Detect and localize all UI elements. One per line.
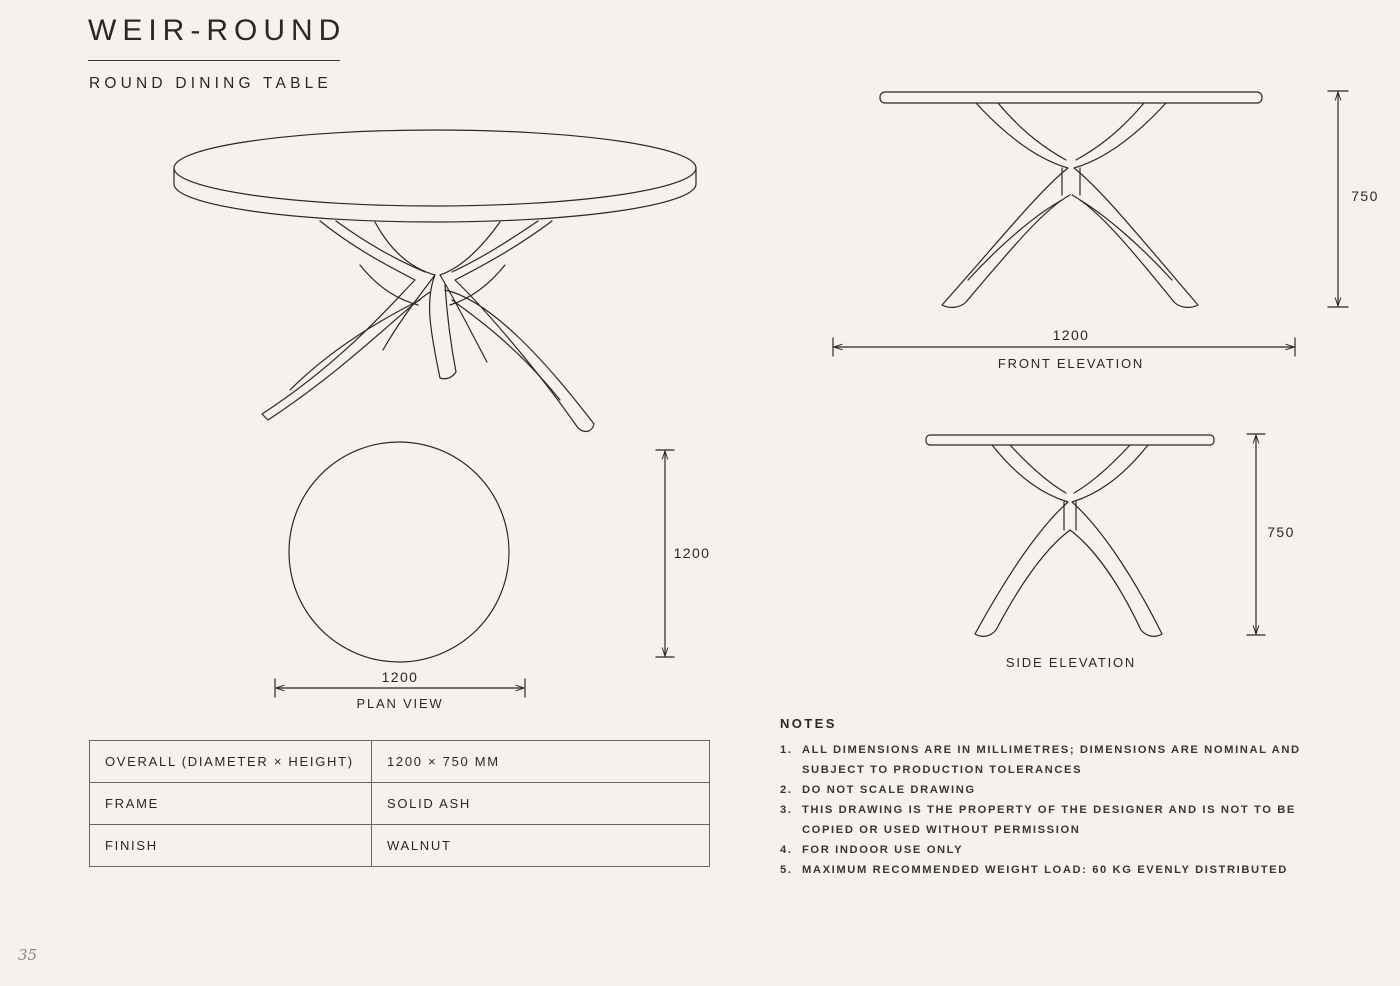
front-leg-left	[942, 103, 1070, 307]
list-item	[780, 800, 1320, 840]
note-text: THIS DRAWING IS THE PROPERTY OF THE DESIGNER AND IS NOT TO BE COPIED OR USED WITHOUT PERMISSION	[802, 804, 1296, 836]
page-number: 35	[18, 946, 38, 964]
spec-key: FRAME	[90, 783, 372, 825]
spec-value: 1200 × 750 MM	[372, 741, 710, 783]
table-row	[90, 741, 710, 783]
front-elevation	[880, 92, 1262, 307]
perspective-view	[174, 130, 696, 431]
spec-value: WALNUT	[372, 825, 710, 867]
notes-list	[780, 740, 1320, 880]
list-item	[780, 840, 1320, 860]
list-item	[780, 740, 1320, 780]
plan-depth-dimension	[656, 450, 674, 657]
spec-key: OVERALL (DIAMETER × HEIGHT)	[90, 741, 372, 783]
front-height-dimension	[1328, 91, 1348, 307]
note-number: 2.	[780, 784, 793, 796]
front-elevation-label: FRONT ELEVATION	[997, 356, 1145, 371]
note-number: 1.	[780, 744, 793, 756]
note-text: DO NOT SCALE DRAWING	[802, 784, 976, 796]
note-text: MAXIMUM RECOMMENDED WEIGHT LOAD: 60 KG EVENLY DISTRIBUTED	[802, 864, 1288, 876]
front-leg-right	[1072, 103, 1198, 307]
note-text: ALL DIMENSIONS ARE IN MILLIMETRES; DIMENSIONS ARE NOMINAL AND SUBJECT TO PRODUCTION TOLERANCES	[802, 744, 1301, 776]
side-leg-right	[1070, 445, 1162, 636]
note-text: FOR INDOOR USE ONLY	[802, 844, 964, 856]
side-elevation	[926, 435, 1214, 636]
side-height-dimension	[1247, 434, 1265, 635]
spec-key: FINISH	[90, 825, 372, 867]
note-number: 3.	[780, 804, 793, 816]
page-title: WEIR-ROUND	[88, 14, 347, 47]
plan-view-label: PLAN VIEW	[356, 696, 444, 711]
list-item	[780, 860, 1320, 880]
note-number: 5.	[780, 864, 793, 876]
plan-tabletop	[289, 442, 509, 662]
front-width-value: 1200	[1052, 327, 1090, 343]
notes-heading: NOTES	[780, 716, 837, 731]
table-row	[90, 825, 710, 867]
perspective-tabletop	[174, 130, 696, 206]
table-row	[90, 783, 710, 825]
side-elevation-label: SIDE ELEVATION	[1005, 655, 1137, 670]
side-leg-left	[975, 445, 1070, 636]
spec-table	[89, 740, 710, 867]
spec-value: SOLID ASH	[372, 783, 710, 825]
list-item	[780, 780, 1320, 800]
perspective-base	[262, 221, 594, 431]
note-number: 4.	[780, 844, 793, 856]
plan-depth-value: 1200	[673, 545, 711, 561]
plan-view	[289, 442, 509, 662]
plan-width-value: 1200	[381, 669, 419, 685]
front-tabletop	[880, 92, 1262, 103]
side-height-value: 750	[1267, 524, 1295, 540]
front-height-value: 750	[1351, 188, 1379, 204]
page-subtitle: ROUND DINING TABLE	[89, 75, 332, 92]
side-tabletop	[926, 435, 1214, 445]
